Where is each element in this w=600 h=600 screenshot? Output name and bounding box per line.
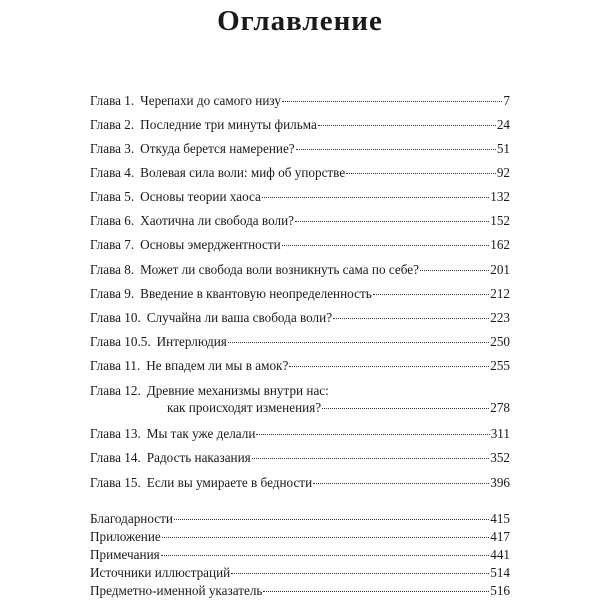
chapter-title: Основы эмерджентности (140, 237, 281, 252)
chapter-title: Если вы умираете в бедности (146, 475, 313, 490)
chapter-title: Откуда берется намерение? (140, 141, 295, 156)
section-title: Предметно-именной указатель (90, 583, 263, 598)
dot-leader (295, 221, 489, 222)
toc-entry-chapter-12[interactable] (90, 382, 510, 416)
chapter-title: Волевая сила воли: миф об упорстве (140, 165, 346, 180)
toc-entry-chapter-11[interactable] (90, 357, 510, 374)
chapter-title: Случайна ли ваша свобода воли? (146, 310, 333, 325)
toc-entry-acknowledgements[interactable] (90, 510, 510, 527)
toc-entry-chapter-14[interactable] (90, 449, 510, 466)
chapter-title: Черепахи до самого низу (140, 93, 281, 108)
dot-leader (322, 408, 489, 409)
chapter-title: Мы так уже делали (146, 426, 256, 441)
toc-entry-chapter-5[interactable] (90, 188, 510, 205)
toc-entry-chapter-15[interactable] (90, 474, 510, 491)
page-number: 152 (490, 213, 510, 228)
dot-leader (256, 434, 489, 435)
chapter-title: Основы теории хаоса (140, 189, 261, 204)
section-title: Благодарности (90, 511, 173, 526)
dot-leader (282, 245, 489, 246)
dot-leader (289, 366, 489, 367)
page-number: 278 (490, 400, 510, 415)
chapter-title-continuation: как происходят изменения? (167, 400, 322, 415)
chapter-number: Глава 10.5. (90, 334, 151, 349)
page-number: 415 (490, 511, 510, 526)
page-number: 516 (490, 583, 510, 598)
chapter-number: Глава 9. (90, 286, 135, 301)
chapter-number: Глава 1. (90, 93, 135, 108)
toc-entry-chapter-7[interactable] (90, 236, 510, 253)
page-number: 417 (490, 529, 510, 544)
chapter-title: Радость наказания (146, 450, 251, 465)
toc-entry-chapter-1[interactable] (90, 92, 510, 109)
chapter-number: Глава 4. (90, 165, 135, 180)
chapter-number: Глава 14. (90, 450, 141, 465)
page-number: 514 (490, 565, 510, 580)
toc-entry-chapter-3[interactable] (90, 140, 510, 157)
page-number: 396 (490, 475, 510, 490)
dot-leader (231, 573, 489, 574)
toc-entry-chapter-9[interactable] (90, 285, 510, 302)
page-number: 132 (490, 189, 510, 204)
chapter-number: Глава 2. (90, 117, 135, 132)
chapter-title: Не впадем ли мы в амок? (146, 358, 289, 373)
toc-entry-chapter-2[interactable] (90, 116, 510, 133)
dot-leader (174, 519, 489, 520)
dot-leader (228, 342, 489, 343)
toc-entry-appendix[interactable] (90, 528, 510, 545)
toc-entry-illustration-sources[interactable] (90, 564, 510, 581)
chapter-title: Интерлюдия (156, 334, 227, 349)
chapter-number: Глава 8. (90, 262, 135, 277)
chapter-number: Глава 12. (90, 383, 141, 398)
dot-leader (296, 149, 496, 150)
toc-entry-chapter-4[interactable] (90, 164, 510, 181)
chapter-title: Может ли свобода воли возникнуть сама по себе? (140, 262, 419, 277)
toc-entry-chapter-6[interactable] (90, 212, 510, 229)
dot-leader (318, 125, 496, 126)
chapter-number: Глава 7. (90, 237, 135, 252)
page-number: 51 (496, 141, 510, 156)
dot-leader (346, 173, 496, 174)
dot-leader (282, 101, 502, 102)
page-number: 162 (490, 237, 510, 252)
dot-leader (333, 318, 489, 319)
dot-leader (162, 537, 489, 538)
toc-entry-chapter-13[interactable] (90, 425, 510, 442)
toc-entry-chapter-10-5[interactable] (90, 333, 510, 350)
page-number: 255 (490, 358, 510, 373)
chapter-title: Древние механизмы внутри нас: (146, 383, 329, 398)
dot-leader (313, 483, 489, 484)
chapter-title: Хаотична ли свобода воли? (140, 213, 294, 228)
page-number: 352 (490, 450, 510, 465)
page-number: 92 (496, 165, 510, 180)
chapter-title: Введение в квантовую неопределенность (140, 286, 372, 301)
section-title: Примечания (90, 547, 160, 562)
section-title: Приложение (90, 529, 161, 544)
page-number: 311 (490, 426, 510, 441)
toc-entry-index[interactable] (90, 582, 510, 599)
chapter-number: Глава 5. (90, 189, 135, 204)
chapter-number: Глава 6. (90, 213, 135, 228)
dot-leader (161, 555, 490, 556)
page-number: 212 (490, 286, 510, 301)
toc-entry-chapter-8[interactable] (90, 261, 510, 278)
page-title: Оглавление (217, 5, 383, 37)
chapter-number: Глава 10. (90, 310, 141, 325)
dot-leader (262, 197, 489, 198)
dot-leader (420, 270, 489, 271)
chapter-number: Глава 11. (90, 358, 141, 373)
dot-leader (252, 458, 489, 459)
page-number: 7 (503, 93, 510, 108)
page-number: 24 (496, 117, 510, 132)
dot-leader (263, 591, 489, 592)
chapter-number: Глава 13. (90, 426, 141, 441)
section-title: Источники иллюстраций (90, 565, 231, 580)
page-number: 441 (490, 547, 510, 562)
chapter-title: Последние три минуты фильма (140, 117, 317, 132)
page-number: 201 (490, 262, 510, 277)
page-number: 250 (490, 334, 510, 349)
dot-leader (373, 294, 490, 295)
chapter-number: Глава 3. (90, 141, 135, 156)
chapter-number: Глава 15. (90, 475, 141, 490)
page-number: 223 (490, 310, 510, 325)
toc-entry-notes[interactable] (90, 546, 510, 563)
toc-entry-chapter-10[interactable] (90, 309, 510, 326)
